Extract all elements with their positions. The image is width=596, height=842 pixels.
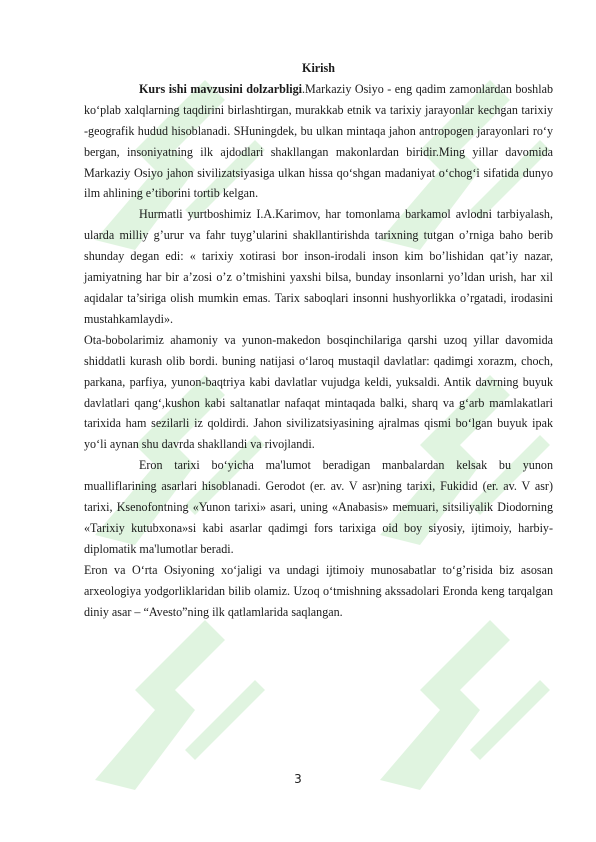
paragraph-relevance (84, 79, 553, 204)
paragraph-archaeology: Eron va O‘rta Osiyoning xo‘jaligi va undagi ijtimoiy munosabatlar to‘g’risida biz asosan arxeologiya yodgorliklaridan bilib olamiz. Uzoq o‘tmishning akssadolari Eronda keng tarqalgan diniy asar – “Avesto”ning ilk qatlamlarida saqlangan. (84, 562, 553, 619)
document-body (84, 58, 553, 622)
page-title: Kirish (302, 61, 335, 75)
paragraph-quote: Hurmatli yurtboshimiz I.A.Karimov, har tomonlama barkamol avlodni tarbiyalash, ularda milliy g’urur va fahr tuyg’ularini shakllantirishda tarixning tutgan o’rniga baho berib shunday degan edi: « tarixiy xotirasi bor inson-irodali inson kim bo’lishidan qat’iy nazar, jamiyatning har bir a’zosi o’z o’tmishini yaxshi bilsa, bunday insonlarni yo’ldan urish, har xil aqidalar ta’siriga olish mumkin emas. Tarix saboqlari insonni hushyorlikka o’rgatadi, irodasini mustahkamlaydi». (84, 207, 553, 326)
paragraph-sources: Eron tarixi bo‘yicha ma'lumot beradigan manbalardan kelsak bu yunon mualliflarining asarlari hisoblanadi. Gerodot (er. av. V asr)ning tarixi, Fukidid (er. av. V asr) tarixi, Ksenofontning «Yunon tarixi» asari, uning «Anabasis» memuari, sitsiliyalik Diodorning «Tarixiy kutubxona»si kabi asarlar qadimgi fors tarixiga oid boy siyosiy, ijtimoiy, harbiy-diplomatik ma'lumotlar beradi. (84, 458, 553, 556)
paragraph-history: Ota-bobolarimiz ahamoniy va yunon-makedon bosqinchilariga qarshi uzoq yillar davomida shiddatli kurash olib bordi. buning natijasi o‘laroq mustaqil davlatlar: qadimgi xorazm, choch, parkana, parfiya, yunon-baqtriya kabi davlatlar vujudga keldi, yuksaldi. Antik davrning buyuk davlatlari qang‘,kushon kabi saltanatlar nafaqat mintaqada balki, sharq va g‘arb mamlakatlari tarixida ham sezilarli iz qoldirdi. Jahon sivilizatsiyasining ajralmas qismi bo‘lgan buyuk ipak yo‘li aynan shu davrda shakllandi va rivojlandi. (84, 332, 553, 452)
paragraph-lead: Kurs ishi mavzusini dolzarbligi (139, 81, 303, 96)
paragraph-text: .Markaziy Osiyo - eng qadim zamonlardan boshlab ko‘plab xalqlarning taqdirini birlashtirgan, murakkab etnik va tarixiy jarayonlar kechgan tarixiy -geografik hudud hisoblanadi. SHuningdek, bu ulkan mintaqa jahon antropogen jarayonlari ro‘y bergan, insoniyatning ilk ajdodlari shakllangan makonlardan biridir.Ming yillar davomida Markaziy Osiyo jahon sivilizatsiyasiga ulkan hissa qo‘shgan madaniyat o‘chog‘i sifatida dunyo ilm ahlining e’tiborini tortib kelgan. (84, 81, 553, 201)
page-number: 3 (294, 772, 302, 786)
